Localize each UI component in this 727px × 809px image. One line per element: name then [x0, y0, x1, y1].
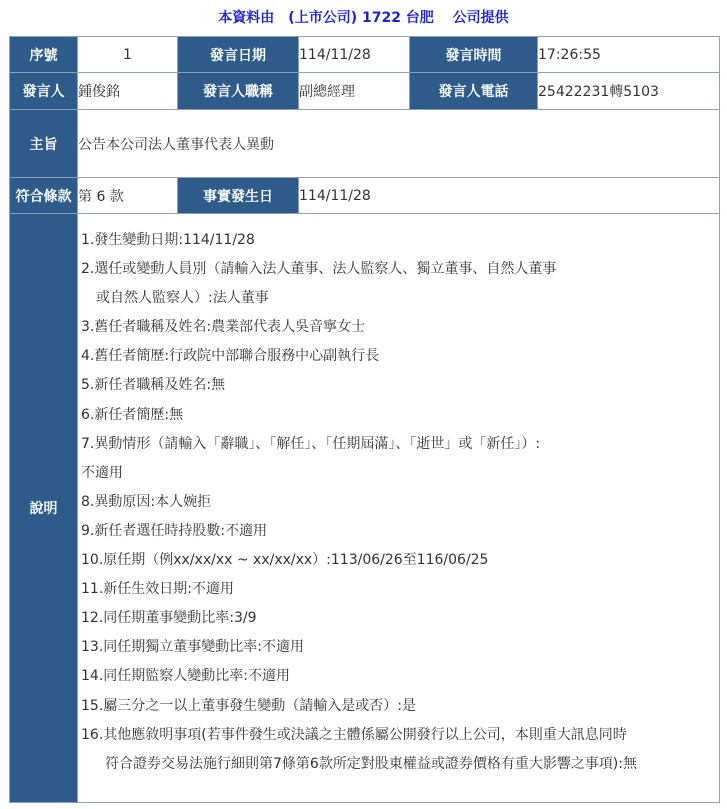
- description-line: 11.新任生效日期:不適用: [81, 581, 234, 598]
- speaker-value: 鍾俊銘: [78, 73, 178, 110]
- announcement-table: [9, 36, 720, 803]
- description-line: 5.新任者職稱及姓名:無: [81, 377, 226, 394]
- description-line: 不適用: [81, 464, 123, 481]
- row-subject: [10, 110, 720, 178]
- row-description: [10, 214, 720, 803]
- description-line: 13.同任期獨立董事變動比率:不適用: [81, 639, 304, 656]
- seq-label: 序號: [10, 37, 78, 73]
- phone-value: 25422231轉5103: [538, 73, 720, 110]
- description-line: 14.同任期監察人變動比率:不適用: [81, 668, 290, 685]
- description-line: 8.異動原因:本人婉拒: [81, 493, 212, 510]
- description-line: 或自然人監察人）:法人董事: [96, 290, 269, 307]
- row-clause: [10, 178, 720, 214]
- subject-value: 公告本公司法人董事代表人異動: [78, 110, 720, 178]
- date-value: 114/11/28: [299, 37, 410, 73]
- description-label: 說明: [10, 214, 78, 803]
- subject-label: 主旨: [10, 110, 78, 178]
- clause-label: 符合條款: [10, 178, 78, 214]
- date-label: 發言日期: [178, 37, 299, 73]
- time-value: 17:26:55: [538, 37, 720, 73]
- phone-label: 發言人電話: [410, 73, 538, 110]
- time-label: 發言時間: [410, 37, 538, 73]
- source-line: 本資料由 (上市公司) 1722 台肥 公司提供: [218, 10, 509, 26]
- event-date-value: 114/11/28: [299, 178, 720, 214]
- description-line: 12.同任期董事變動比率:3/9: [81, 610, 257, 627]
- event-date-label: 事實發生日: [178, 178, 299, 214]
- description-line: 2.選任或變動人員別（請輸入法人董事、法人監察人、獨立董事、自然人董事: [81, 261, 557, 278]
- clause-value: 第 6 款: [78, 178, 178, 214]
- description-line: 符合證券交易法施行細則第7條第6款所定對股東權益或證券價格有重大影響之事項):無: [105, 755, 637, 772]
- description-line: 10.原任期（例xx/xx/xx ~ xx/xx/xx）:113/06/26至116/06/25: [81, 552, 489, 569]
- description-line: 4.舊任者簡歷:行政院中部聯合服務中心副執行長: [81, 348, 380, 365]
- description-line: 15.屬三分之一以上董事發生變動（請輸入是或否）:是: [81, 697, 416, 714]
- seq-value: 1: [78, 37, 178, 73]
- row-seq-date-time: [10, 37, 720, 73]
- speaker-label: 發言人: [10, 73, 78, 110]
- description-line: 16.其他應敘明事項(若事件發生或決議之主體係屬公開發行以上公司，本則重大訊息同時: [81, 726, 627, 743]
- description-line: 7.異動情形（請輸入「辭職」、「解任」、「任期屆滿」、「逝世」或「新任」）:: [81, 435, 541, 452]
- description-body: [78, 214, 720, 803]
- description-line: 1.發生變動日期:114/11/28: [81, 232, 255, 248]
- description-line: 9.新任者選任時持股數:不適用: [81, 522, 268, 539]
- speaker-title-label: 發言人職稱: [178, 73, 299, 110]
- description-line: 3.舊任者職稱及姓名:農業部代表人吳音寧女士: [81, 319, 366, 336]
- row-speaker: [10, 73, 720, 110]
- description-line: 6.新任者簡歷:無: [81, 406, 184, 423]
- speaker-title-value: 副總經理: [299, 73, 410, 110]
